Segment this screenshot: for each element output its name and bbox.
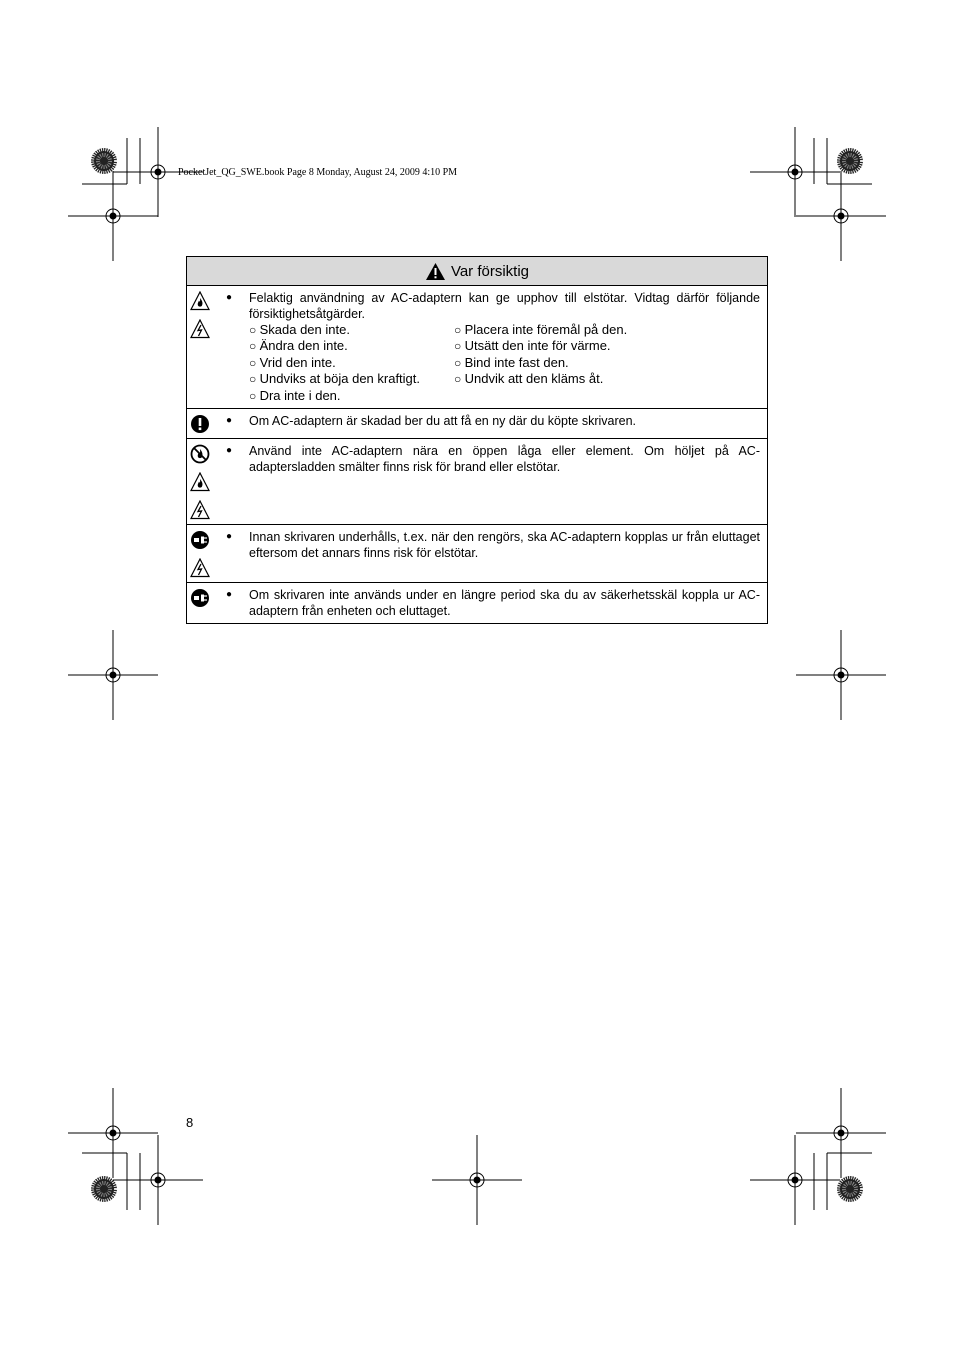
bullet: ● <box>226 415 233 427</box>
precaution-item: ○ Placera inte föremål på den. <box>454 322 760 338</box>
registration-cross-mark <box>68 171 158 261</box>
caution-text: Om AC-adaptern är skadad ber du att få en ny där du köpte skrivaren. <box>249 414 637 429</box>
electric-shock-warning-icon <box>190 558 210 578</box>
precaution-item: ○ Undvik att den kläms åt. <box>454 371 760 387</box>
registration-cross-mark <box>796 171 886 261</box>
precaution-list <box>221 322 760 404</box>
caution-text: Felaktig användning av AC-adaptern kan ge upphov till elstötar. Vidtag därför följande försiktighetsåtgärder. <box>249 291 760 321</box>
caution-header <box>187 257 767 286</box>
registration-star-mark <box>837 1176 863 1202</box>
precaution-item: ○ Vrid den inte. <box>249 355 454 371</box>
registration-cross-mark <box>796 630 886 720</box>
precaution-item: ○ Dra inte i den. <box>249 388 454 404</box>
page-number: 8 <box>186 1115 194 1130</box>
registration-cross-mark <box>432 1135 522 1225</box>
caution-text: Innan skrivaren underhålls, t.ex. när den rengörs, ska AC-adaptern kopplas ur från eluttaget eftersom det annars finns risk för elstötar. <box>249 530 760 561</box>
unplug-icon <box>190 530 210 550</box>
registration-cross-mark <box>68 630 158 720</box>
registration-cross-mark <box>796 1088 886 1178</box>
fire-warning-icon <box>190 291 210 311</box>
unplug-icon <box>190 588 210 608</box>
precaution-item: ○ Ändra den inte. <box>249 338 454 354</box>
caution-title: Var försiktig <box>450 262 530 280</box>
electric-shock-warning-icon <box>190 319 210 339</box>
caution-text: Om skrivaren inte används under en längre period ska du av säkerhetsskäl koppla ur AC-adaptern från enheten och eluttaget. <box>249 588 760 619</box>
bullet: ● <box>226 292 233 303</box>
registration-cross-mark <box>113 1135 203 1225</box>
caution-row <box>187 286 767 408</box>
caution-row <box>187 582 767 623</box>
bullet: ● <box>226 589 233 601</box>
fire-warning-icon <box>190 472 210 492</box>
caution-row <box>187 524 767 582</box>
registration-star-mark <box>837 148 863 174</box>
precaution-item: ○ Skada den inte. <box>249 322 454 338</box>
caution-text: Använd inte AC-adaptern nära en öppen låga eller element. Om höljet på AC-adaptersladden smälter finns risk för brand eller elstötar. <box>249 444 760 475</box>
print-header: PocketJet_QG_SWE.book Page 8 Monday, August 24, 2009 4:10 PM <box>178 167 458 178</box>
precaution-item: ○ Bind inte fast den. <box>454 355 760 371</box>
caution-box <box>186 256 768 624</box>
precaution-item: ○ Undviks at böja den kraftigt. <box>249 371 454 387</box>
warning-triangle-icon <box>425 262 446 281</box>
electric-shock-warning-icon <box>190 500 210 520</box>
bullet: ● <box>226 531 233 543</box>
caution-row <box>187 408 767 438</box>
precaution-item: ○ Utsätt den inte för värme. <box>454 338 760 354</box>
registration-cross-mark <box>68 1088 158 1178</box>
registration-star-mark <box>91 148 117 174</box>
caution-row <box>187 438 767 524</box>
bullet: ● <box>226 445 233 457</box>
registration-cross-mark <box>750 1135 840 1225</box>
no-open-flame-icon <box>190 444 210 464</box>
mandatory-action-icon <box>190 414 210 434</box>
